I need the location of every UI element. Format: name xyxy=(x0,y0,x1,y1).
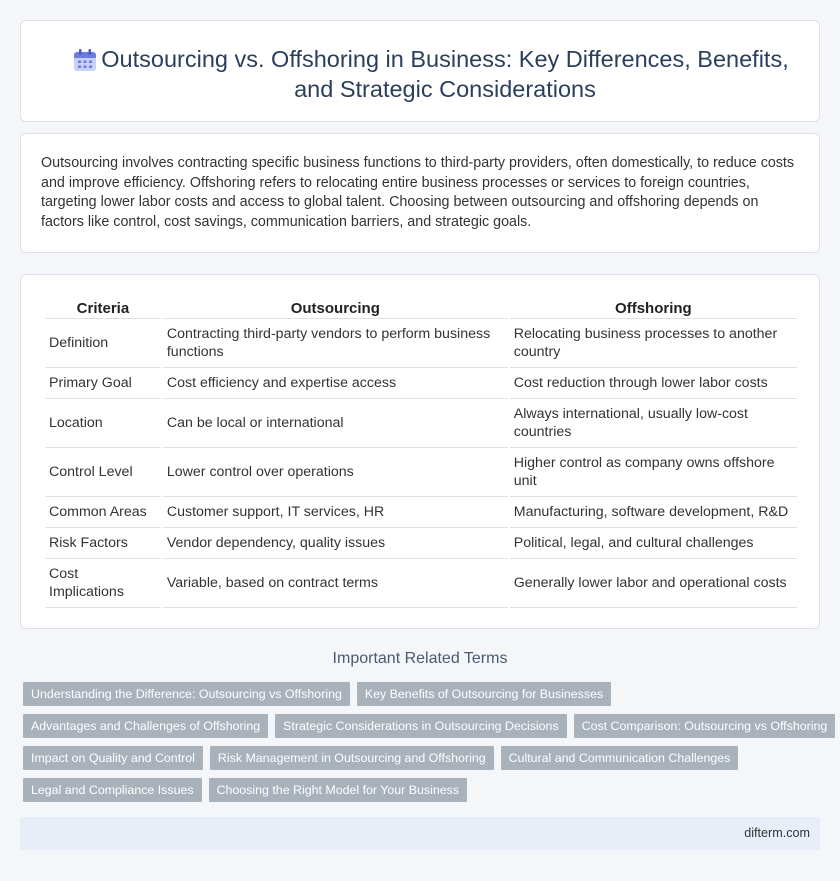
table-cell: Control Level xyxy=(45,448,161,497)
table-cell: Primary Goal xyxy=(45,368,161,399)
related-term-link[interactable]: Cost Comparison: Outsourcing vs Offshoring xyxy=(574,714,836,738)
table-cell: Always international, usually low-cost countries xyxy=(510,399,797,448)
header-criteria: Criteria xyxy=(45,295,161,319)
footer xyxy=(20,817,820,850)
table-row xyxy=(45,559,797,608)
header-card xyxy=(20,20,820,122)
site-link[interactable]: difterm.com xyxy=(744,826,810,840)
table-cell: Vendor dependency, quality issues xyxy=(163,528,508,559)
table-cell: Variable, based on contract terms xyxy=(163,559,508,608)
related-term-link[interactable]: Legal and Compliance Issues xyxy=(23,778,202,802)
table-cell: Political, legal, and cultural challenges xyxy=(510,528,797,559)
table-cell: Location xyxy=(45,399,161,448)
table-cell: Lower control over operations xyxy=(163,448,508,497)
page-title: Outsourcing vs. Offshoring in Business: Key Differences, Benefits, and Strategic Considerations xyxy=(101,46,789,102)
related-terms-row xyxy=(23,778,467,802)
table-row xyxy=(45,448,797,497)
table-cell: Cost efficiency and expertise access xyxy=(163,368,508,399)
table-cell: Definition xyxy=(45,319,161,368)
related-terms-row xyxy=(23,714,835,738)
intro-card xyxy=(20,133,820,253)
related-terms-row xyxy=(23,746,738,770)
table-row xyxy=(45,497,797,528)
table-cell: Relocating business processes to another country xyxy=(510,319,797,368)
intro-text: Outsourcing involves contracting specific business functions to third-party providers, often domestically, to reduce costs and improve efficiency. Offshoring refers to relocating entire business processes or services to foreign countries, targeting lower labor costs and access to global talent. Choosing between outsourcing and offshoring depends on factors like control, cost savings, communication barriers, and strategic goals. xyxy=(41,155,795,230)
related-term-link[interactable]: Impact on Quality and Control xyxy=(23,746,203,770)
table-cell: Cost Implications xyxy=(45,559,161,608)
related-terms-row xyxy=(23,682,611,706)
comparison-table xyxy=(43,295,799,608)
related-term-link[interactable]: Risk Management in Outsourcing and Offshoring xyxy=(210,746,494,770)
table-cell: Can be local or international xyxy=(163,399,508,448)
table-cell: Generally lower labor and operational costs xyxy=(510,559,797,608)
related-term-link[interactable]: Advantages and Challenges of Offshoring xyxy=(23,714,268,738)
table-cell: Risk Factors xyxy=(45,528,161,559)
table-row xyxy=(45,368,797,399)
table-row xyxy=(45,399,797,448)
related-term-link[interactable]: Cultural and Communication Challenges xyxy=(501,746,739,770)
table-header-row xyxy=(45,295,797,319)
header-offshoring: Offshoring xyxy=(510,295,797,319)
related-terms-title: Important Related Terms xyxy=(332,650,508,667)
header-outsourcing: Outsourcing xyxy=(163,295,508,319)
table-cell: Customer support, IT services, HR xyxy=(163,497,508,528)
related-term-link[interactable]: Key Benefits of Outsourcing for Businesses xyxy=(357,682,611,706)
table-cell: Cost reduction through lower labor costs xyxy=(510,368,797,399)
table-cell: Common Areas xyxy=(45,497,161,528)
table-cell: Manufacturing, software development, R&D xyxy=(510,497,797,528)
comparison-card xyxy=(20,274,820,629)
related-term-link[interactable]: Understanding the Difference: Outsourcing vs Offshoring xyxy=(23,682,350,706)
related-term-link[interactable]: Choosing the Right Model for Your Business xyxy=(209,778,467,802)
table-row xyxy=(45,528,797,559)
table-row xyxy=(45,319,797,368)
table-cell: Contracting third-party vendors to perform business functions xyxy=(163,319,508,368)
table-cell: Higher control as company owns offshore unit xyxy=(510,448,797,497)
related-term-link[interactable]: Strategic Considerations in Outsourcing Decisions xyxy=(275,714,566,738)
